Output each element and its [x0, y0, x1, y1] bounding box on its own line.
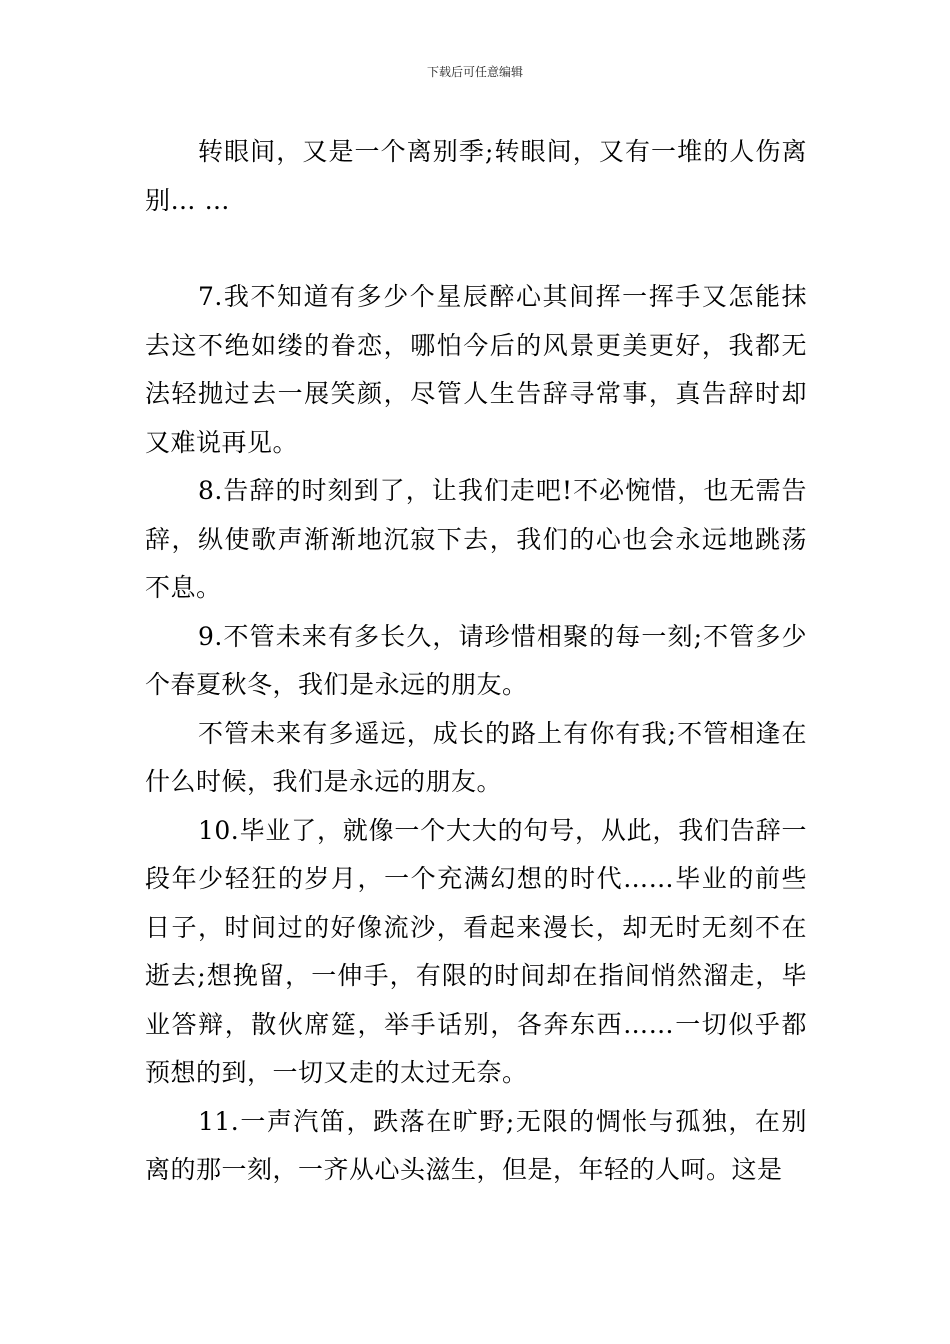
paragraph-11: 11.一声汽笛，跌落在旷野;无限的惆怅与孤独，在别离的那一刻，一齐从心头滋生，但是，年轻的人呵。这是	[145, 1106, 807, 1184]
document-body	[145, 128, 807, 1195]
paragraph-8: 8.告辞的时刻到了，让我们走吧!不必惋惜，也无需告辞，纵使歌声渐渐地沉寂下去，我们的心也会永远地跳荡不息。	[145, 476, 807, 602]
paragraph-10: 10.毕业了，就像一个大大的句号，从此，我们告辞一段年少轻狂的岁月，一个充满幻想的时代……毕业的前些日子，时间过的好像流沙，看起来漫长，却无时无刻不在逝去;想挽留，一伸手，有限的时间却在指间悄然溜走，毕业答辩，散伙席筵，举手话别，各奔东西……一切似乎都预想的到，一切又走的太过无奈。	[145, 815, 807, 1087]
paragraph-9-continued: 不管未来有多遥远，成长的路上有你有我;不管相逢在什么时候，我们是永远的朋友。	[145, 718, 807, 796]
paragraph-gap	[145, 225, 807, 273]
paragraph-intro: 转眼间，又是一个离别季;转眼间，又有一堆的人伤离别… …	[145, 137, 807, 215]
page-header-note: 下载后可任意编辑	[426, 65, 523, 79]
paragraph-7: 7.我不知道有多少个星辰醉心其间挥一挥手又怎能抹去这不绝如缕的眷恋，哪怕今后的风景更美更好，我都无法轻抛过去一展笑颜，尽管人生告辞寻常事，真告辞时却又难说再见。	[145, 282, 807, 457]
paragraph-9: 9.不管未来有多长久，请珍惜相聚的每一刻;不管多少个春夏秋冬，我们是永远的朋友。	[145, 621, 807, 699]
